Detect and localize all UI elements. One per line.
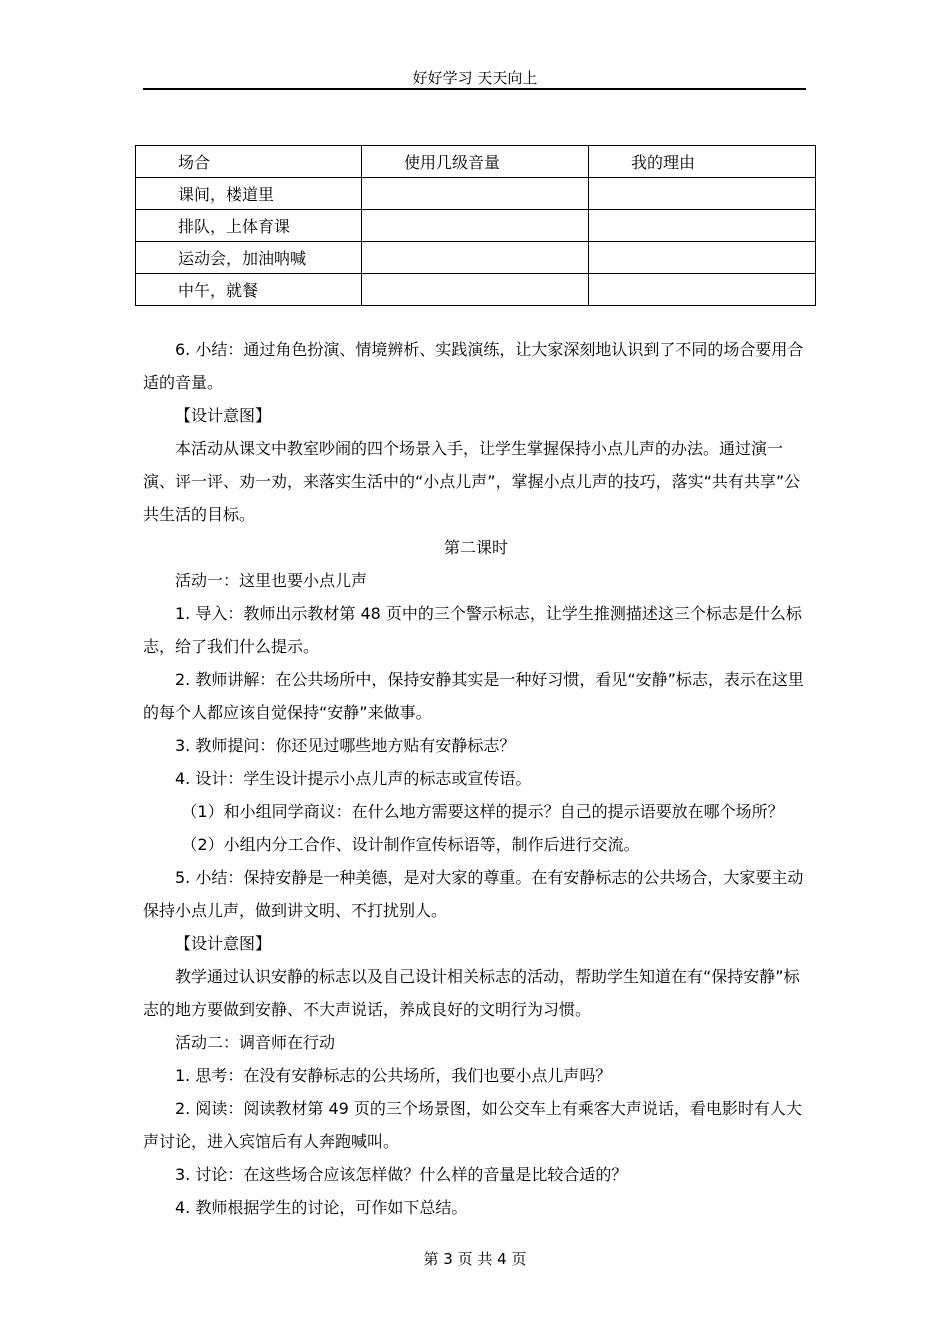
page-header: 好好学习 天天向上 <box>412 69 538 87</box>
table-header-row <box>136 146 816 178</box>
header-cell-volume-level: 使用几级音量 <box>362 146 589 178</box>
header-cell-reason: 我的理由 <box>589 146 816 178</box>
table-cell-volume <box>362 210 589 242</box>
header-divider <box>143 88 806 90</box>
paragraph-design-intent-2: 教学通过认识安静的标志以及自己设计相关标志的活动，帮助学生知道在有“保持安静”标志的地方要做到安静、不大声说话，养成良好的文明行为习惯。 <box>143 967 800 1019</box>
table-cell-reason <box>589 178 816 210</box>
section-title-lesson-2: 第二课时 <box>443 538 508 557</box>
table-cell-occasion: 中午，就餐 <box>136 274 362 306</box>
table-cell-reason <box>589 242 816 274</box>
table-row <box>136 274 816 306</box>
paragraph-step-1: 1. 导入：教师出示教材第 48 页中的三个警示标志，让学生推测描述这三个标志是什么标志，给了我们什么提示。 <box>143 604 802 656</box>
paragraph-a2-step-4: 4. 教师根据学生的讨论，可作如下总结。 <box>175 1198 468 1217</box>
page-footer: 第 3 页 共 4 页 <box>423 1250 527 1268</box>
table-cell-volume <box>362 274 589 306</box>
table-cell-occasion: 运动会，加油呐喊 <box>136 242 362 274</box>
volume-scene-table <box>135 145 816 306</box>
paragraph-step-2: 2. 教师讲解：在公共场所中，保持安静其实是一种好习惯，看见“安静”标志，表示在这里的每个人都应该自觉保持“安静”来做事。 <box>143 670 804 722</box>
paragraph-design-intent-heading: 【设计意图】 <box>175 406 272 425</box>
table-row <box>136 178 816 210</box>
table-cell-volume <box>362 178 589 210</box>
header-cell-occasion: 场合 <box>136 146 362 178</box>
paragraph-design-intent-heading-2: 【设计意图】 <box>175 934 272 953</box>
paragraph-step-4: 4. 设计：学生设计提示小点儿声的标志或宣传语。 <box>175 769 532 788</box>
activity-2-title: 活动二：调音师在行动 <box>175 1033 336 1052</box>
paragraph-substep-2: （2）小组内分工合作、设计制作宣传标语等，制作后进行交流。 <box>181 835 640 854</box>
table-cell-volume <box>362 242 589 274</box>
paragraph-a2-step-2: 2. 阅读：阅读教材第 49 页的三个场景图，如公交车上有乘客大声说话，看电影时有人大声讨论，进入宾馆后有人奔跑喊叫。 <box>143 1099 802 1151</box>
paragraph-a2-step-3: 3. 讨论：在这些场合应该怎样做？什么样的音量是比较合适的？ <box>175 1165 628 1184</box>
table-cell-reason <box>589 274 816 306</box>
table-cell-reason <box>589 210 816 242</box>
table-cell-occasion: 排队，上体育课 <box>136 210 362 242</box>
paragraph-summary-6: 6. 小结：通过角色扮演、情境辨析、实践演练，让大家深刻地认识到了不同的场合要用合适的音量。 <box>143 340 804 392</box>
paragraph-design-intent-1: 本活动从课文中教室吵闹的四个场景入手，让学生掌握保持小点儿声的办法。通过演一演、评一评、劝一劝，来落实生活中的“小点儿声”，掌握小点儿声的技巧，落实“共有共享”公共生活的目标。 <box>143 439 801 524</box>
table-cell-occasion: 课间，楼道里 <box>136 178 362 210</box>
paragraph-substep-1: （1）和小组同学商议：在什么地方需要这样的提示？自己的提示语要放在哪个场所？ <box>181 802 784 821</box>
activity-1-title: 活动一：这里也要小点儿声 <box>175 571 368 590</box>
document-body <box>143 333 809 1224</box>
paragraph-step-3: 3. 教师提问：你还见过哪些地方贴有安静标志？ <box>175 736 516 755</box>
table-row <box>136 210 816 242</box>
paragraph-step-5: 5. 小结：保持安静是一种美德，是对大家的尊重。在有安静标志的公共场合，大家要主动保持小点儿声，做到讲文明、不打扰别人。 <box>143 868 804 920</box>
paragraph-a2-step-1: 1. 思考：在没有安静标志的公共场所，我们也要小点儿声吗？ <box>175 1066 612 1085</box>
table-row <box>136 242 816 274</box>
